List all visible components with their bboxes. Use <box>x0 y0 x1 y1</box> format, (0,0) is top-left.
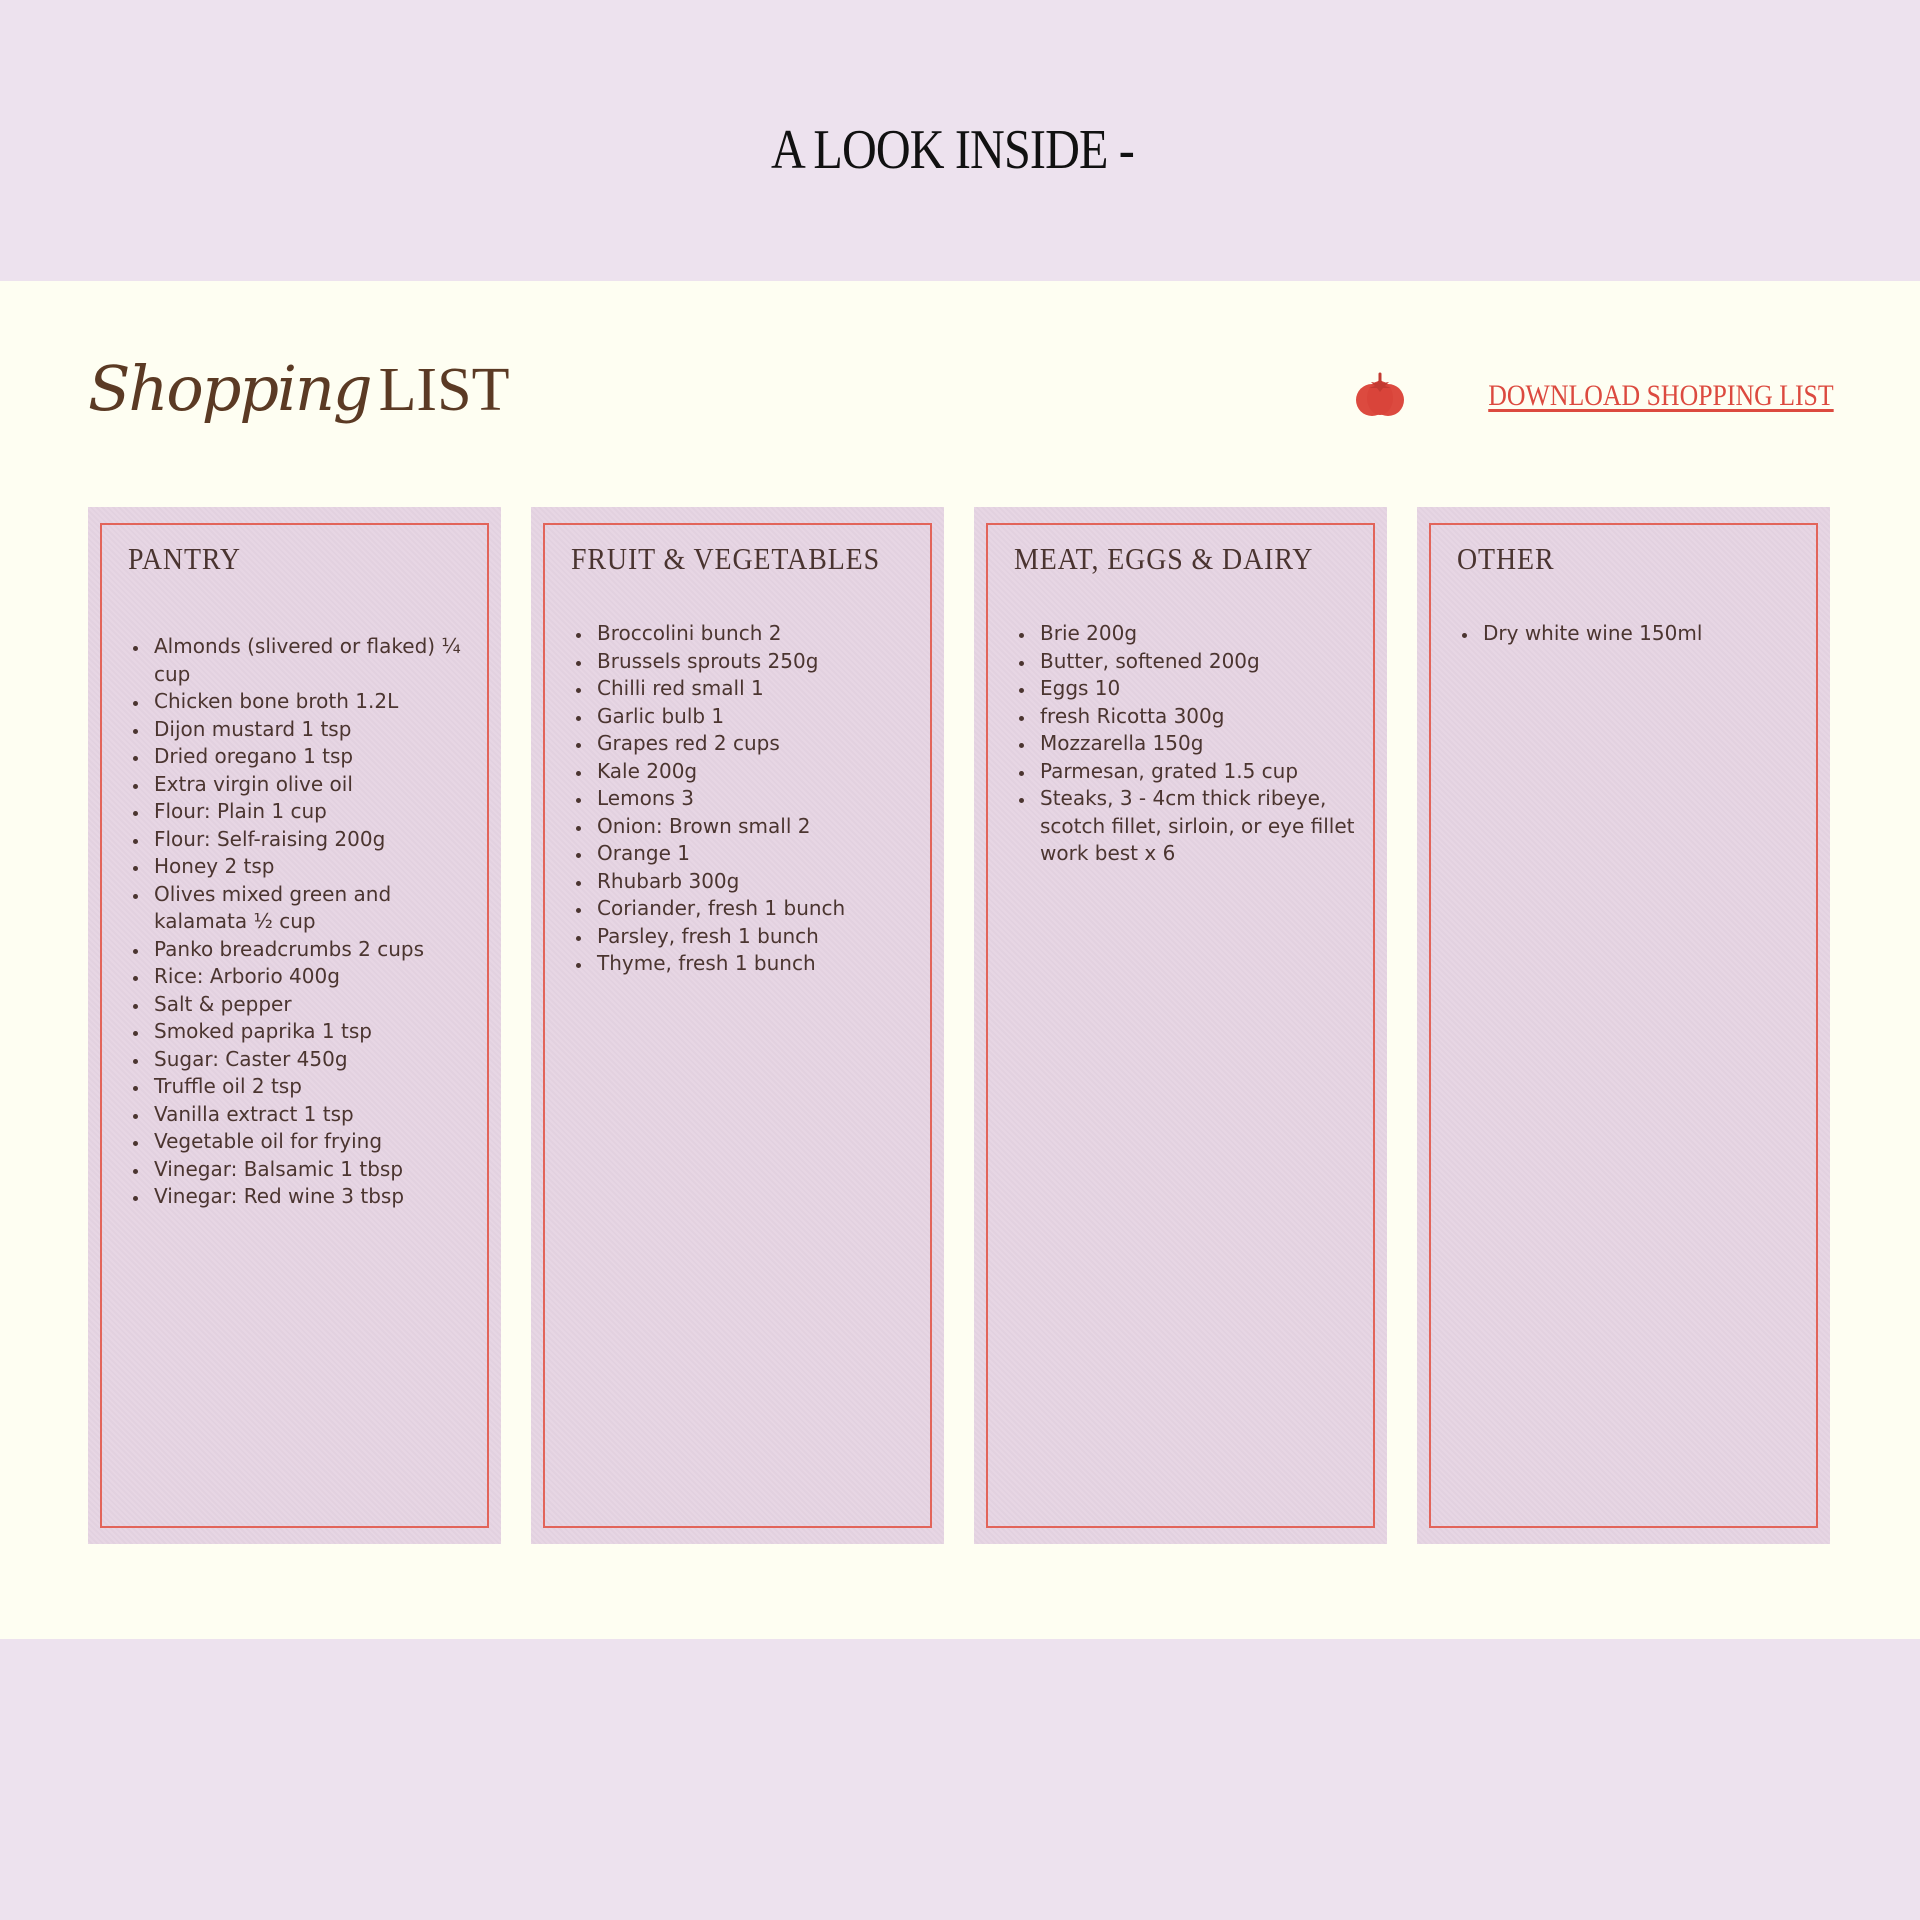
list-item: • Vinegar: Balsamic 1 tbsp <box>149 1156 477 1184</box>
list-item: • Chilli red small 1 <box>592 675 920 703</box>
list-item: • Vanilla extract 1 tsp <box>149 1101 477 1129</box>
tomato-icon <box>1354 372 1406 420</box>
list-item: • Vinegar: Red wine 3 tbsp <box>149 1183 477 1211</box>
list-item: • Butter, softened 200g <box>1035 648 1363 676</box>
list-item: • Onion: Brown small 2 <box>592 813 920 841</box>
list-item: • Kale 200g <box>592 758 920 786</box>
list-item: • Lemons 3 <box>592 785 920 813</box>
list-item: • Grapes red 2 cups <box>592 730 920 758</box>
list-item: • Parmesan, grated 1.5 cup <box>1035 758 1363 786</box>
list-item: • Dry white wine 150ml <box>1478 620 1806 648</box>
card-title: MEAT, EGGS & DAIRY <box>1014 541 1314 576</box>
section-title-script: Shopping <box>88 352 371 425</box>
list-item: • Smoked paprika 1 tsp <box>149 1018 477 1046</box>
item-list <box>571 620 920 978</box>
list-item: • Vegetable oil for frying <box>149 1128 477 1156</box>
list-item: • Honey 2 tsp <box>149 853 477 881</box>
list-item: • Brussels sprouts 250g <box>592 648 920 676</box>
list-item: • Thyme, fresh 1 bunch <box>592 950 920 978</box>
download-label: DOWNLOAD SHOPPING LIST <box>1488 379 1834 412</box>
page-heading: A LOOK INSIDE - <box>770 119 1134 181</box>
list-item: • Garlic bulb 1 <box>592 703 920 731</box>
list-item: • Coriander, fresh 1 bunch <box>592 895 920 923</box>
list-item: • Broccolini bunch 2 <box>592 620 920 648</box>
item-list <box>1014 620 1363 868</box>
list-item: • Dijon mustard 1 tsp <box>149 716 477 744</box>
list-item: • Almonds (slivered or flaked) ¼ cup <box>149 633 477 688</box>
section-title-caps: LIST <box>378 356 510 424</box>
item-list <box>1457 620 1806 648</box>
list-item: • Parsley, fresh 1 bunch <box>592 923 920 951</box>
list-item: • Flour: Self-raising 200g <box>149 826 477 854</box>
list-item: • Orange 1 <box>592 840 920 868</box>
card-other <box>1417 507 1830 1544</box>
card-meat-eggs-dairy <box>974 507 1387 1544</box>
card-frame <box>1429 523 1818 1528</box>
list-item: • Steaks, 3 - 4cm thick ribeye, scotch fillet, sirloin, or eye fillet work best x 6 <box>1035 785 1363 868</box>
list-item: • fresh Ricotta 300g <box>1035 703 1363 731</box>
card-pantry <box>88 507 501 1544</box>
list-item: • Extra virgin olive oil <box>149 771 477 799</box>
list-item: • Mozzarella 150g <box>1035 730 1363 758</box>
list-item: • Brie 200g <box>1035 620 1363 648</box>
list-item: • Rice: Arborio 400g <box>149 963 477 991</box>
card-fruit-vegetables <box>531 507 944 1544</box>
list-item: • Olives mixed green and kalamata ½ cup <box>149 881 477 936</box>
list-item: • Salt & pepper <box>149 991 477 1019</box>
list-item: • Chicken bone broth 1.2L <box>149 688 477 716</box>
list-item: • Sugar: Caster 450g <box>149 1046 477 1074</box>
bottom-band <box>0 1639 1920 1920</box>
list-item: • Truffle oil 2 tsp <box>149 1073 477 1101</box>
list-item: • Dried oregano 1 tsp <box>149 743 477 771</box>
card-title: FRUIT & VEGETABLES <box>571 541 881 576</box>
section-title <box>88 352 509 432</box>
card-title: PANTRY <box>128 541 241 576</box>
list-item: • Eggs 10 <box>1035 675 1363 703</box>
download-shopping-list-link[interactable] <box>1354 372 1834 420</box>
item-list <box>128 633 477 1211</box>
list-item: • Panko breadcrumbs 2 cups <box>149 936 477 964</box>
list-item: • Flour: Plain 1 cup <box>149 798 477 826</box>
list-item: • Rhubarb 300g <box>592 868 920 896</box>
card-title: OTHER <box>1457 541 1555 576</box>
